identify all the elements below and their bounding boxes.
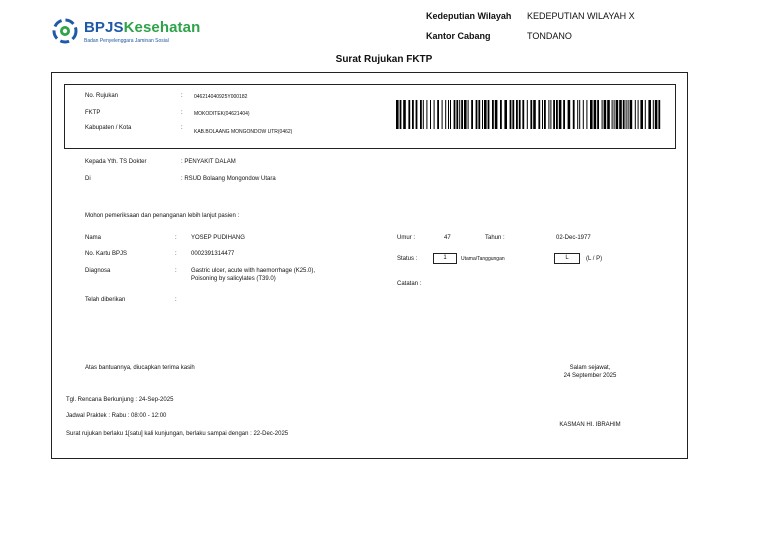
barcode-bar — [640, 100, 643, 129]
barcode-bar — [482, 100, 483, 129]
cabang-value: TONDANO — [527, 31, 572, 41]
kartu-label: No. Kartu BPJS — [85, 251, 128, 257]
barcode-bar — [597, 100, 599, 129]
bpjs-logo — [52, 16, 212, 48]
status-desc: Utama/Tanggungan — [461, 256, 505, 262]
barcode-bar — [454, 100, 456, 129]
rencana-berkunjung: Tgl. Rencana Berkunjung : 24-Sep-2025 — [66, 397, 174, 403]
barcode-bar — [504, 100, 507, 129]
barcode-bar — [548, 100, 549, 129]
jadwal-praktek: Jadwal Praktek : Rabu : 08:00 - 12:00 — [66, 413, 167, 419]
barcode-bar — [573, 100, 575, 129]
barcode-bar — [495, 100, 498, 129]
tahun-label: Tahun : — [485, 235, 505, 241]
sex-box: L — [554, 253, 580, 264]
barcode-bar — [492, 100, 494, 129]
barcode-bar — [635, 100, 636, 129]
barcode-bar — [638, 100, 639, 129]
barcode-bar — [604, 100, 607, 129]
deputi-value: KEDEPUTIAN WILAYAH X — [527, 11, 635, 21]
status-box: 1 — [433, 253, 457, 264]
barcode-bar — [468, 100, 469, 129]
barcode-icon — [396, 100, 662, 129]
validity-text: Surat rujukan berlaku 1[satu] kali kunjungan, berlaku sampai dengan : 22-Dec-2025 — [66, 431, 289, 437]
barcode-bar — [653, 100, 654, 129]
kabupaten-label: Kabupaten / Kota — [85, 125, 132, 131]
barcode-bar — [400, 100, 402, 129]
barcode-bar — [408, 100, 410, 129]
barcode-bar — [602, 100, 603, 129]
barcode-bar — [527, 100, 528, 129]
barcode-bar — [553, 100, 555, 129]
barcode-bar — [623, 100, 625, 129]
barcode-bar — [448, 100, 449, 129]
barcode-bar — [630, 100, 633, 129]
kepada-value: : PENYAKIT DALAM — [181, 159, 236, 165]
no-rujukan-value: 046214040925Y000182 — [194, 94, 248, 100]
document-title: Surat Rujukan FKTP — [335, 54, 433, 65]
barcode-bar — [459, 100, 460, 129]
barcode-bar — [519, 100, 521, 129]
nama-label: Nama — [85, 235, 102, 241]
diagnosa-colon: : — [175, 268, 177, 274]
di-value: : RSUD Bolaang Mongondow Utara — [181, 176, 276, 182]
barcode-bar — [464, 100, 467, 129]
barcode-bar — [510, 100, 512, 129]
umur-label: Umur : — [397, 235, 415, 241]
barcode-bar — [445, 100, 446, 129]
barcode-bar — [658, 100, 660, 129]
barcode-bar — [616, 100, 619, 129]
barcode-bar — [530, 100, 532, 129]
barcode-bar — [583, 100, 584, 129]
barcode-bar — [579, 100, 580, 129]
kartu-colon: : — [175, 251, 177, 257]
barcode-bar — [442, 100, 443, 129]
barcode-bar — [568, 100, 571, 129]
kabupaten-colon: : — [181, 125, 183, 131]
barcode-bar — [426, 100, 427, 129]
logo-subtitle: Badan Penyelenggara Jaminan Sosial — [84, 38, 169, 44]
barcode-bar — [586, 100, 587, 129]
fktp-label: FKTP — [85, 110, 101, 116]
barcode-bar — [476, 100, 478, 129]
sex-options: (L / P) — [586, 256, 603, 262]
diberikan-label: Telah diberikan — [85, 297, 126, 303]
deputi-label: Kedeputian Wilayah — [426, 11, 512, 21]
barcode-bar — [542, 100, 543, 129]
barcode-bar — [612, 100, 613, 129]
diberikan-colon: : — [175, 297, 177, 303]
barcode-bar — [645, 100, 646, 129]
barcode-bar — [628, 100, 629, 129]
barcode-bar — [412, 100, 414, 129]
barcode-bar — [522, 100, 524, 129]
barcode-bar — [403, 100, 406, 129]
nama-colon: : — [175, 235, 177, 241]
barcode-bar — [614, 100, 615, 129]
kartu-value: 0002391314477 — [191, 251, 235, 257]
barcode-bar — [590, 100, 593, 129]
barcode-bar — [512, 100, 514, 129]
barcode-bar — [471, 100, 473, 129]
barcode-bar — [461, 100, 463, 129]
barcode-bar — [655, 100, 658, 129]
barcode-bar — [437, 100, 439, 129]
bpjs-logo-icon — [52, 18, 78, 44]
status-label: Status : — [397, 256, 418, 262]
no-rujukan-colon: : — [181, 93, 183, 99]
barcode-bar — [488, 100, 490, 129]
fktp-value: MOKODITEK(04621404) — [194, 111, 250, 117]
barcode-bar — [538, 100, 540, 129]
barcode-bar — [420, 100, 422, 129]
barcode-bar — [456, 100, 458, 129]
diagnosa-label: Diagnosa — [85, 268, 111, 274]
thanks-text: Atas bantuannya, diucapkan terima kasih — [85, 365, 195, 371]
barcode-bar — [478, 100, 480, 129]
barcode-bar — [607, 100, 610, 129]
letter-date: 24 September 2025 — [563, 373, 617, 379]
dob-value: 02-Dec-1977 — [556, 235, 591, 241]
barcode-bar — [626, 100, 627, 129]
barcode-bar — [556, 100, 558, 129]
kabupaten-value: KAB.BOLAANG MONGONDOW UTR(0462) — [194, 129, 293, 135]
logo-text-kesehatan: Kesehatan — [123, 19, 201, 36]
barcode-bar — [648, 100, 651, 129]
logo-text-bpjs: BPJS — [84, 19, 124, 36]
salam-text: Salam sejawat, — [569, 365, 611, 371]
barcode-bar — [594, 100, 597, 129]
barcode-bar — [434, 100, 435, 129]
barcode-bar — [396, 100, 399, 129]
request-text: Mohon pemeriksaan dan penanganan lebih lanjut pasien : — [85, 213, 240, 219]
nama-value: YOSEP PUDIHANG — [191, 235, 245, 241]
barcode-bar — [430, 100, 431, 129]
barcode-bar — [550, 100, 551, 129]
diagnosa-line-2: Poisoning by salicylates (T39.0) — [191, 276, 276, 282]
barcode-bar — [450, 100, 451, 129]
diagnosa-line-1: Gastric ulcer, acute with haemorrhage (K25.0), — [191, 268, 316, 274]
no-rujukan-label: No. Rujukan — [85, 93, 119, 99]
logo-title — [84, 19, 200, 36]
barcode-bar — [500, 100, 502, 129]
barcode-bar — [563, 100, 565, 129]
barcode-bar — [577, 100, 578, 129]
doctor-name: KASMAN HI. IBRAHIM — [559, 422, 621, 428]
barcode-bar — [559, 100, 562, 129]
barcode-bar — [544, 100, 546, 129]
di-label: Di — [85, 176, 91, 182]
catatan-label: Catatan : — [397, 281, 422, 287]
umur-value: 47 — [444, 235, 451, 241]
kepada-label: Kepada Yth. TS Dokter — [85, 159, 147, 165]
barcode-bar — [423, 100, 424, 129]
barcode-bar — [516, 100, 518, 129]
barcode-bar — [416, 100, 418, 129]
barcode-bar — [484, 100, 487, 129]
fktp-colon: : — [181, 110, 183, 116]
barcode-bar — [533, 100, 536, 129]
cabang-label: Kantor Cabang — [426, 31, 491, 41]
barcode-bar — [619, 100, 622, 129]
